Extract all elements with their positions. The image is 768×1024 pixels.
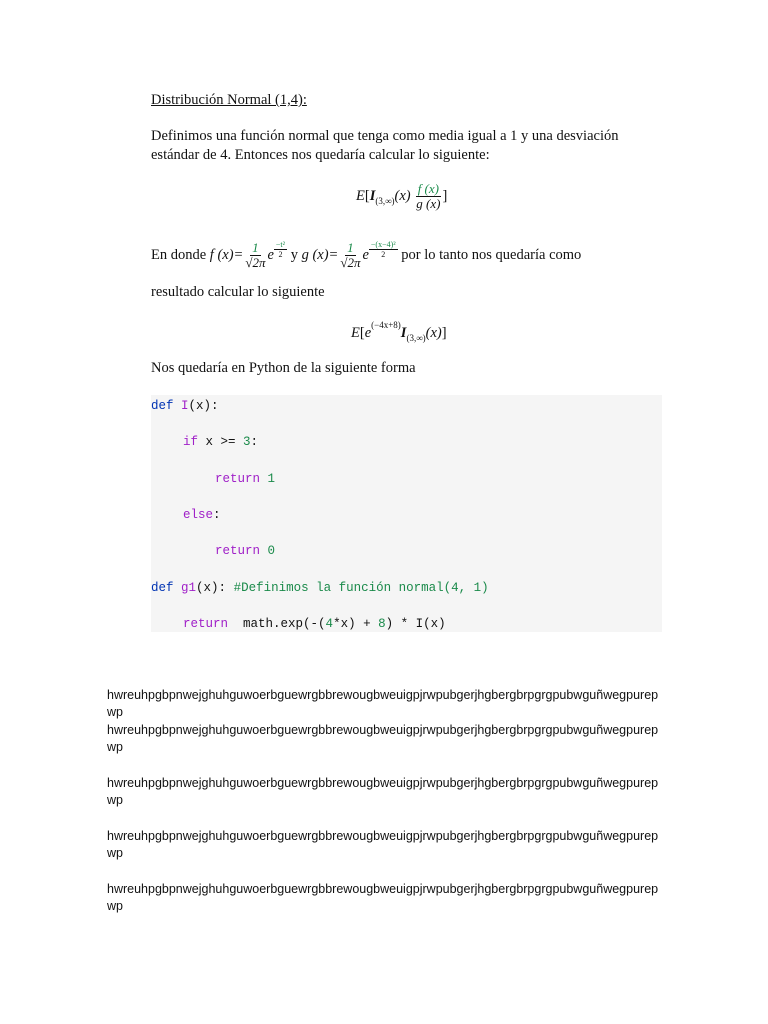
equation-expectation-exponential: $E[e^{(-4x+8)}I_{(3,\infty)}(x)]$	[351, 320, 447, 343]
equation-expectation-ratio: $E[I_{(3,\infty)}(x)$ $\frac{f (x)}{g (x)}$ ]	[356, 181, 448, 211]
garbage-text-line: hwreuhpgbpnwejghuhguwoerbguewrgbbrewougbweuigpjrwpubgerjhgbergbrpgrgpubwguñwegpurepwp	[107, 776, 659, 807]
definitions-paragraph-continued: resultado calcular lo siguiente	[151, 284, 325, 300]
code-line: return math.exp(-(4*x) + 8) * I(x)	[183, 617, 446, 631]
code-line: def g1(x): #Definimos la función normal(4, 1)	[151, 581, 489, 595]
python-intro-paragraph: Nos quedaría en Python de la siguiente forma	[151, 360, 416, 376]
intro-paragraph: Definimos una función normal que tenga como media igual a 1 y una desviación estándar de 4. Entonces nos quedaría calcular lo siguiente:	[151, 128, 619, 163]
garbage-text-line: hwreuhpgbpnwejghuhguwoerbguewrgbbrewougbweuigpjrwpubgerjhgbergbrpgrgpubwguñwegpurepwp	[107, 688, 659, 719]
section-title: Distribución Normal (1,4):	[151, 92, 307, 108]
code-line: return 0	[215, 544, 276, 558]
garbage-text-line: hwreuhpgbpnwejghuhguwoerbguewrgbbrewougbweuigpjrwpubgerjhgbergbrpgrgpubwguñwegpurepwp	[107, 723, 659, 754]
definitions-paragraph: En donde f (x)= $\frac{1}{√2\pi}$ e $\frac{\text{−t²}}{2}$ y g (x)= $\frac{1}{√2\pi}$ e $\frac{\text{−(x−4)²}}{2}$ por lo tanto nos quedaría como	[151, 240, 582, 271]
code-line: else:	[183, 508, 221, 522]
code-line: return 1	[215, 472, 276, 486]
garbage-text-line: hwreuhpgbpnwejghuhguwoerbguewrgbbrewougbweuigpjrwpubgerjhgbergbrpgrgpubwguñwegpurepwp	[107, 882, 659, 913]
code-line: def I(x):	[151, 399, 219, 413]
code-line: if x >= 3:	[183, 435, 259, 449]
code-block	[151, 395, 662, 632]
garbage-text-line: hwreuhpgbpnwejghuhguwoerbguewrgbbrewougbweuigpjrwpubgerjhgbergbrpgrgpubwguñwegpurepwp	[107, 829, 659, 860]
